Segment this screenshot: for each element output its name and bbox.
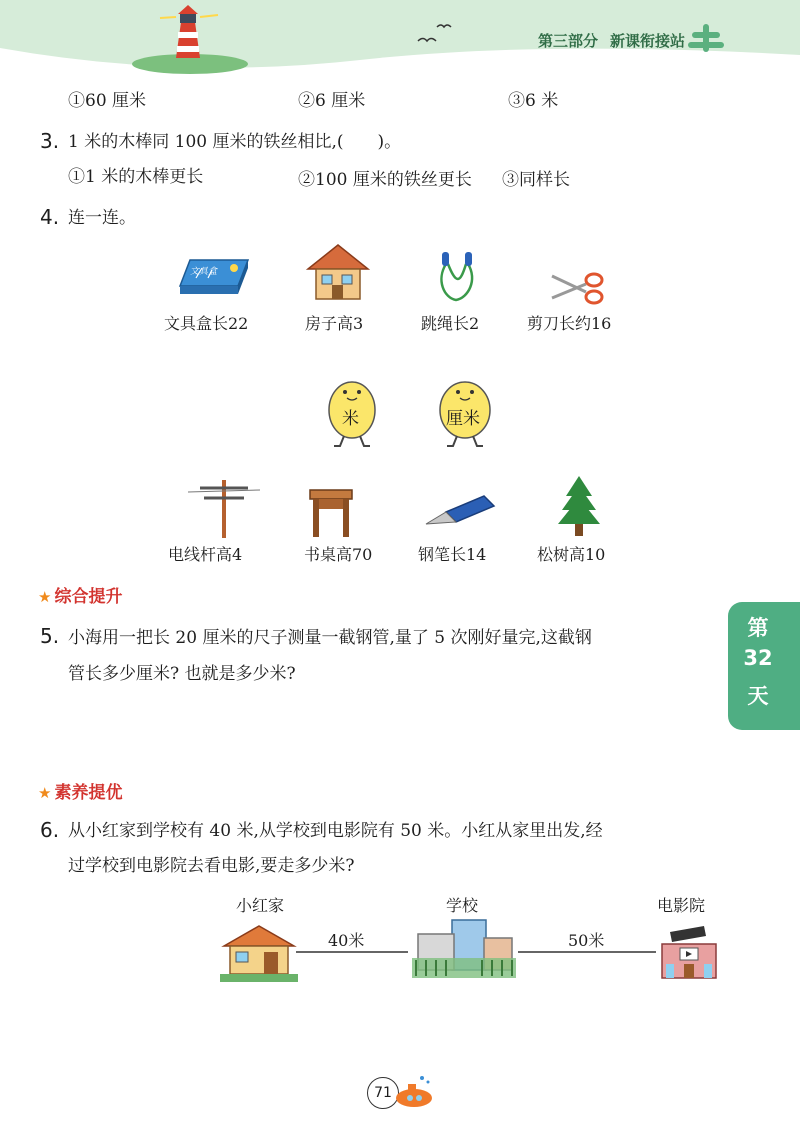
star-icon: ★: [38, 588, 52, 606]
jump-rope-icon: [434, 250, 480, 304]
item-fountain-pen: 钢笔长14: [418, 545, 487, 564]
q6-line-1: 从小红家到学校有 40 米,从学校到电影院有 50 米。小红从家里出发,经: [68, 821, 603, 841]
q2-option-2: ②6 厘米: [298, 91, 366, 111]
place-school-label: 学校: [446, 896, 479, 915]
q3-number: 3.: [40, 129, 60, 153]
fountain-pen-icon: [424, 494, 496, 526]
day-tab-prefix: 第: [747, 616, 769, 640]
page-number: 71: [367, 1077, 399, 1109]
item-scissors: 剪刀长约16: [527, 314, 612, 333]
q6-number: 6.: [40, 818, 60, 842]
cinema-building-icon: [656, 924, 722, 982]
section-heading-comprehensive: ★ 综合提升: [38, 587, 123, 607]
item-pine-tree: 松树高10: [537, 545, 606, 564]
q3-text: 1 米的木棒同 100 厘米的铁丝相比,( )。: [68, 132, 402, 152]
header-title: 新课衔接站: [610, 32, 686, 50]
q5-line-2: 管长多少厘米? 也就是多少米?: [68, 664, 296, 684]
unit-meter-label: 米: [342, 409, 359, 429]
day-tab-number: 32: [743, 646, 773, 670]
day-tab-suffix: 天: [747, 684, 769, 708]
bird-icon: [418, 39, 436, 42]
place-cinema-label: 电影院: [657, 896, 706, 915]
q2-option-3: ③6 米: [508, 91, 559, 111]
q5-line-1: 小海用一把长 20 厘米的尺子测量一截钢管,量了 5 次刚好量完,这截钢: [68, 628, 592, 648]
desk-icon: [308, 488, 354, 540]
pencil-box-icon: [176, 256, 252, 300]
item-jump-rope: 跳绳长2: [421, 314, 480, 333]
unit-centimeter-label: 厘米: [446, 409, 480, 429]
house-icon: [304, 243, 372, 303]
q4-number: 4.: [40, 205, 60, 229]
item-house: 房子高3: [305, 314, 364, 333]
distance-home-school: 40米: [328, 931, 365, 950]
logo-icon: [688, 24, 724, 52]
q6-line-2: 过学校到电影院去看电影,要走多少米?: [68, 856, 355, 876]
item-utility-pole: 电线杆高4: [168, 545, 243, 564]
item-pencil-box: 文具盒长22: [164, 314, 249, 333]
q3-option-1: ①1 米的木棒更长: [68, 167, 204, 187]
submarine-icon: [392, 1072, 436, 1112]
lighthouse-icon: [160, 5, 218, 58]
pine-tree-icon: [554, 474, 604, 538]
utility-pole-icon: [186, 478, 262, 540]
item-desk: 书桌高70: [304, 545, 373, 564]
school-building-icon: [412, 916, 516, 982]
q5-number: 5.: [40, 624, 60, 648]
scissors-icon: [550, 270, 606, 306]
bird-icon: [437, 25, 451, 27]
day-tab: [728, 602, 800, 730]
q3-option-3: ③同样长: [502, 170, 570, 190]
distance-school-cinema: 50米: [568, 931, 605, 950]
q3-option-2: ②100 厘米的铁丝更长: [298, 170, 472, 190]
home-building-icon: [220, 922, 298, 984]
q2-option-1: ①60 厘米: [68, 91, 147, 111]
pencil-box-label: 文具盒: [190, 267, 218, 277]
place-home-label: 小红家: [236, 896, 285, 915]
header-section: 第三部分: [538, 32, 599, 50]
section-heading-literacy: ★ 素养提优: [38, 783, 123, 803]
q4-text: 连一连。: [68, 208, 136, 228]
star-icon: ★: [38, 784, 52, 802]
